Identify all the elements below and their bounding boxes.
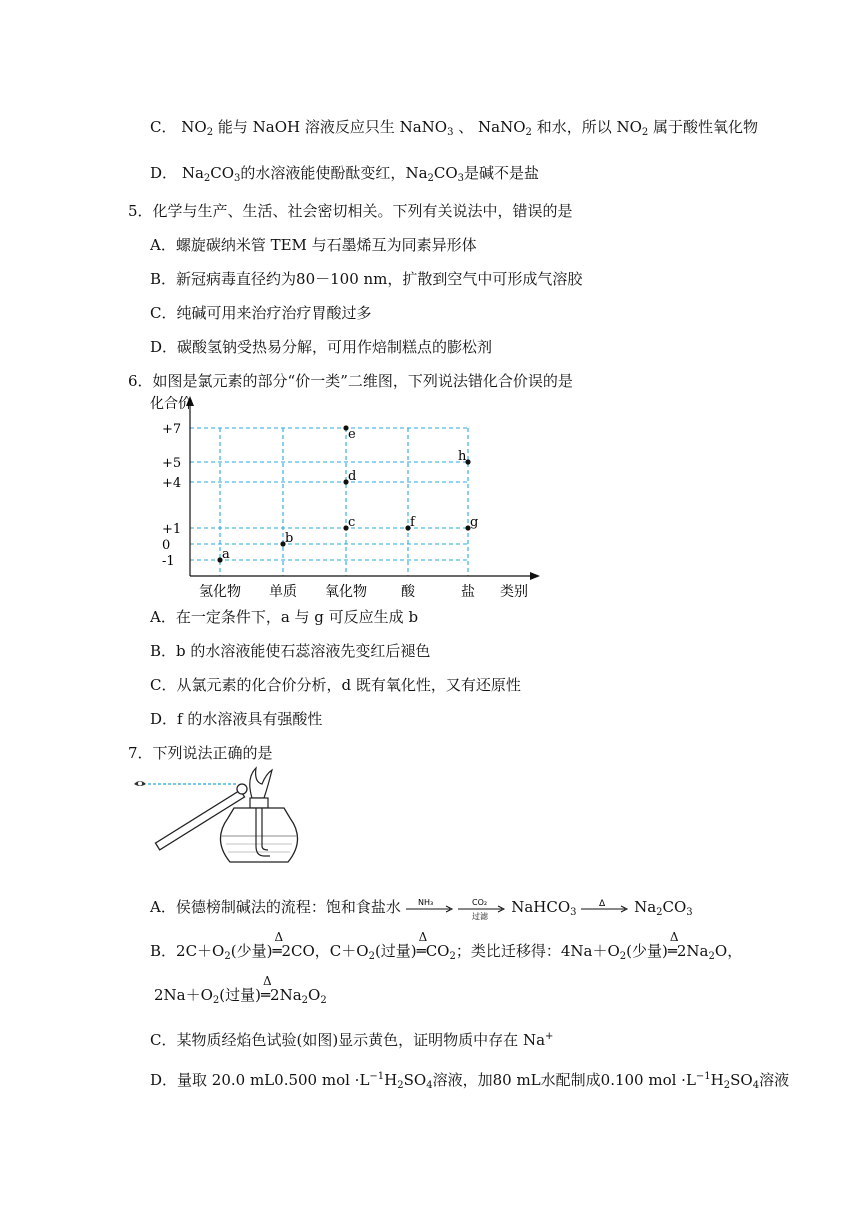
y-axis-label: 化合价 [150,396,192,412]
text: 能与 NaOH 溶液反应只生 NaNO [217,118,448,136]
text: O， [714,942,743,960]
point-label-f: f [410,515,415,530]
q6-option-b: B．b 的水溶液能使石蕊溶液先变红后褪色 [150,642,431,660]
eye-icon [134,781,146,786]
q4-option-d: D． $Na_2CO_3$的水溶液能使酚酞变红，$Na_2CO_3$是碱不是盐 [150,164,540,184]
text: 是碱不是盐 [464,164,540,182]
formula: NO [181,118,207,136]
q7-option-a: A．侯德榜制碱法的流程：饱和食盐水 NH₃ CO₂ 过滤 NaHCO$_3$ Δ $Na_2CO_3$ [150,898,693,921]
text: SO [403,1071,427,1089]
text: CO [425,942,450,960]
valence-category-chart [150,392,550,602]
text: (少量) [230,942,273,960]
text: H [710,1071,724,1089]
text: 2Na [676,942,709,960]
point-label-b: b [285,531,294,546]
y-tick-label: -1 [162,554,175,569]
text: 溶液 [759,1071,790,1089]
text: B．2C＋O [150,942,225,960]
formula: Na [181,164,204,182]
point-label-g: g [470,515,479,530]
y-tick-label: +1 [162,522,182,537]
svg-text:过滤: 过滤 [472,912,489,921]
text: 2CO，C＋O [281,942,369,960]
text: C．某物质经焰色试验(如图)显示黄色，证明物质中存在 Na [150,1031,546,1049]
option-label: C． [150,118,177,136]
point-label-a: a [222,547,230,562]
svg-text:CO₂: CO₂ [472,898,488,907]
text: 和水，所以 NO [536,118,642,136]
q5-option-d: D．碳酸氢钠受热易分解，可用作焙制糕点的膨松剂 [150,338,493,356]
text: 80 mL [492,1071,541,1089]
q7-option-b-line1: B．$2C+O_2$(少量)Δ ═2CO，$C+O_2$(过量)Δ $═CO_2$；类比迁移得：$4Na+O_2$(少量)Δ $═2Na_2O$， [150,940,742,968]
text: ；类比迁移得：4Na＋O [455,942,620,960]
y-tick-label: +4 [162,476,182,491]
x-tick-label: 酸 [401,584,415,600]
q5-option-c: C．纯碱可用来治疗治疗胃酸过多 [150,304,372,322]
q5-option-b: B．新冠病毒直径约为80－100 nm，扩散到空气中可形成气溶胶 [150,270,583,288]
x-axis-arrow [530,572,540,580]
y-tick-label: 0 [162,538,171,553]
text: (过量) [374,942,417,960]
point-label-c: c [348,515,356,530]
x-tick-label: 单质 [269,584,297,600]
formula: CO [210,164,235,182]
q7-stem: 7．下列说法正确的是 [128,744,273,762]
text: 溶液，加 [432,1071,493,1089]
x-tick-label: 盐 [461,584,475,600]
q7-option-d: D．量取 20.0 mL0.500 mol $\cdot L^{-1}H_2SO_4$溶液，加80 mL水配制成0.100 mol $\cdot L^{-1}H_2SO_4$溶液 [150,1071,790,1091]
point-label-e: e [348,427,356,442]
q5-stem: 5．化学与生产、生活、社会密切相关。下列有关说法中，错误的是 [128,202,573,220]
x-axis-label: 类别 [500,584,528,600]
point-label-d: d [348,469,357,484]
text: H [384,1071,398,1089]
text: 2Na＋O [154,986,213,1004]
point-label-h: h [458,449,467,464]
formula: NaHCO [511,898,571,916]
text: D．量取 20.0 mL0.500 mol ·L [150,1071,370,1089]
q5-option-a: A．螺旋碳纳米管 TEM 与石墨烯互为同素异形体 [150,236,477,254]
y-tick-label: +5 [162,456,182,471]
q4-option-c: C． $NO_2$ 能与 NaOH 溶液反应只生 NaNO$_3$ 、 NaNO$_2$ 和水，所以 $NO_2$ 属于酸性氧化物 [150,118,759,138]
arrow-co2-filter [458,897,506,919]
svg-text:Δ: Δ [599,899,606,909]
q6-option-a: A．在一定条件下，a 与 g 可反应生成 b [150,608,419,626]
q7-option-b-line2: $2Na+O_2$(过量)Δ $═2Na_2O_2$ [154,984,327,1012]
formula: Na [405,164,428,182]
text: O [308,986,321,1004]
text: SO [730,1071,753,1089]
formula: Na [634,898,657,916]
text: 属于酸性氧化物 [653,118,759,136]
flame-test-apparatus-figure [130,764,310,874]
text: (过量) [219,986,262,1004]
text: 的水溶液能使酚酞变红， [240,164,406,182]
nh3-label: NH₃ [417,898,433,907]
q6-option-d: D．f 的水溶液具有强酸性 [150,710,323,728]
q7-option-c: C．某物质经焰色试验(如图)显示黄色，证明物质中存在 Na+ [150,1031,554,1049]
text: A．侯德榜制碱法的流程：饱和食盐水 [150,898,401,916]
option-label: D． [150,164,178,182]
text: 0.100 mol ·L [600,1071,696,1089]
q6-option-c: C．从氯元素的化合价分析，d 既有氧化性，又有还原性 [150,676,521,694]
text: (少量) [626,942,668,960]
q6-stem: 6．如图是氯元素的部分“价一类”二维图，下列说法错化合价误的是 [128,372,573,390]
x-tick-label: 氢化物 [199,584,241,600]
text: 水配制成 [540,1071,601,1089]
text: 、 NaNO [458,118,526,136]
x-tick-label: 氧化物 [325,584,367,600]
arrow-nh3 [406,897,454,919]
formula: CO [433,164,458,182]
arrow-heat [581,897,629,919]
text: 2Na [270,986,302,1004]
y-tick-label: +7 [162,422,182,437]
